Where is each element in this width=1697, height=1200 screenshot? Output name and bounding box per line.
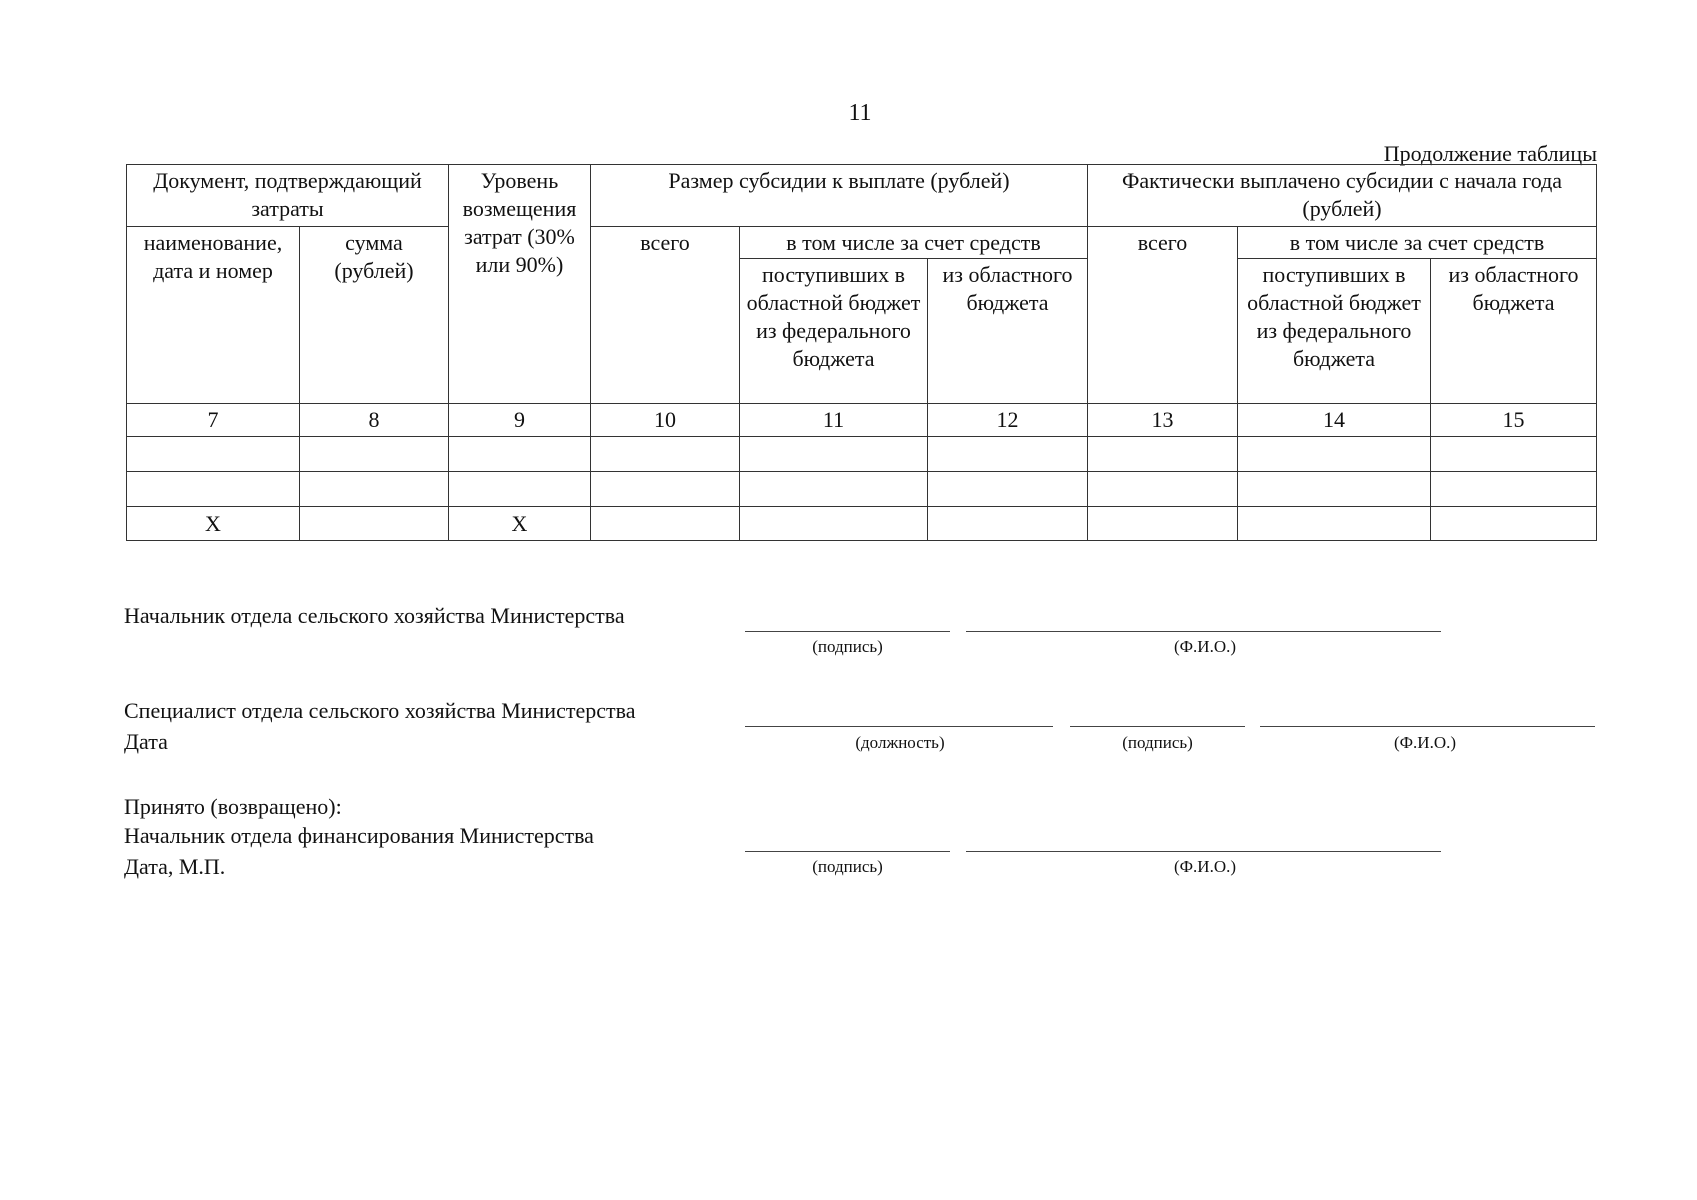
table-cell xyxy=(127,472,300,507)
table-row xyxy=(127,437,1597,472)
position-line xyxy=(745,726,1053,727)
column-number: 8 xyxy=(300,404,449,437)
table-cell xyxy=(449,472,591,507)
total-cell xyxy=(928,507,1088,541)
name-line xyxy=(966,851,1441,852)
table-cell xyxy=(1431,437,1597,472)
header-doc-name: наименование, дата и номер xyxy=(127,227,300,404)
caption-full-name: (Ф.И.О.) xyxy=(1393,733,1457,752)
caption-signature: (подпись) xyxy=(812,857,883,876)
table-row xyxy=(127,472,1597,507)
header-paid-regional: из областного бюджета xyxy=(1431,259,1597,404)
header-paid-total: всего xyxy=(1088,227,1238,404)
date-stamp-label: Дата, М.П. xyxy=(124,854,226,879)
header-paid-including: в том числе за счет средств xyxy=(1238,227,1597,259)
header-payable-federal: поступивших в областной бюджет из федерального бюджета xyxy=(740,259,928,404)
table-cell xyxy=(1088,472,1238,507)
total-cell xyxy=(591,507,740,541)
total-cell: X xyxy=(127,507,300,541)
total-cell xyxy=(1238,507,1431,541)
header-payable-including: в том числе за счет средств xyxy=(740,227,1088,259)
table-cell xyxy=(928,437,1088,472)
column-number: 13 xyxy=(1088,404,1238,437)
table-cell xyxy=(127,437,300,472)
table-cell xyxy=(740,437,928,472)
subsidy-table xyxy=(126,164,1597,541)
signature-line xyxy=(745,631,950,632)
table-cell xyxy=(1431,472,1597,507)
column-number: 7 xyxy=(127,404,300,437)
column-number: 12 xyxy=(928,404,1088,437)
page-number: 11 xyxy=(848,100,872,126)
header-doc-sum: сумма (рублей) xyxy=(300,227,449,404)
header-paid-group: Фактически выплачено субсидии с начала года (рублей) xyxy=(1088,165,1597,227)
table-cell xyxy=(1238,437,1431,472)
signatory-specialist-agriculture: Специалист отдела сельского хозяйства Министерства xyxy=(124,698,636,723)
signatory-head-agriculture: Начальник отдела сельского хозяйства Министерства xyxy=(124,603,625,628)
header-payable-regional: из областного бюджета xyxy=(928,259,1088,404)
signature-line xyxy=(1070,726,1245,727)
caption-signature: (подпись) xyxy=(812,637,883,656)
column-number: 9 xyxy=(449,404,591,437)
total-cell xyxy=(1088,507,1238,541)
header-paid-federal: поступивших в областной бюджет из федерального бюджета xyxy=(1238,259,1431,404)
caption-position: (должность) xyxy=(855,733,945,752)
table-cell xyxy=(928,472,1088,507)
table-cell xyxy=(300,472,449,507)
column-number-row xyxy=(127,404,1597,437)
table-cell xyxy=(300,437,449,472)
header-payable-total: всего xyxy=(591,227,740,404)
table-cell xyxy=(449,437,591,472)
name-line xyxy=(1260,726,1595,727)
caption-full-name: (Ф.И.О.) xyxy=(1173,637,1237,656)
column-number: 10 xyxy=(591,404,740,437)
signatory-head-finance: Начальник отдела финансирования Министерства xyxy=(124,823,594,848)
header-payable-group: Размер субсидии к выплате (рублей) xyxy=(591,165,1088,227)
table-cell xyxy=(740,472,928,507)
date-label: Дата xyxy=(124,729,168,754)
caption-full-name: (Ф.И.О.) xyxy=(1173,857,1237,876)
header-document-group: Документ, подтверждающий затраты xyxy=(127,165,449,227)
table-cell xyxy=(1238,472,1431,507)
table-cell xyxy=(591,437,740,472)
column-number: 14 xyxy=(1238,404,1431,437)
total-cell: X xyxy=(449,507,591,541)
total-cell xyxy=(740,507,928,541)
table-cell xyxy=(591,472,740,507)
header-compensation-level: Уровень возмещения затрат (30% или 90%) xyxy=(449,165,591,404)
continuation-label: Продолжение таблицы xyxy=(1383,141,1597,166)
total-row xyxy=(127,507,1597,541)
accepted-label: Принято (возвращено): xyxy=(124,794,342,819)
column-number: 11 xyxy=(740,404,928,437)
caption-signature: (подпись) xyxy=(1122,733,1193,752)
signature-line xyxy=(745,851,950,852)
table-cell xyxy=(1088,437,1238,472)
column-number: 15 xyxy=(1431,404,1597,437)
total-cell xyxy=(1431,507,1597,541)
total-cell xyxy=(300,507,449,541)
name-line xyxy=(966,631,1441,632)
